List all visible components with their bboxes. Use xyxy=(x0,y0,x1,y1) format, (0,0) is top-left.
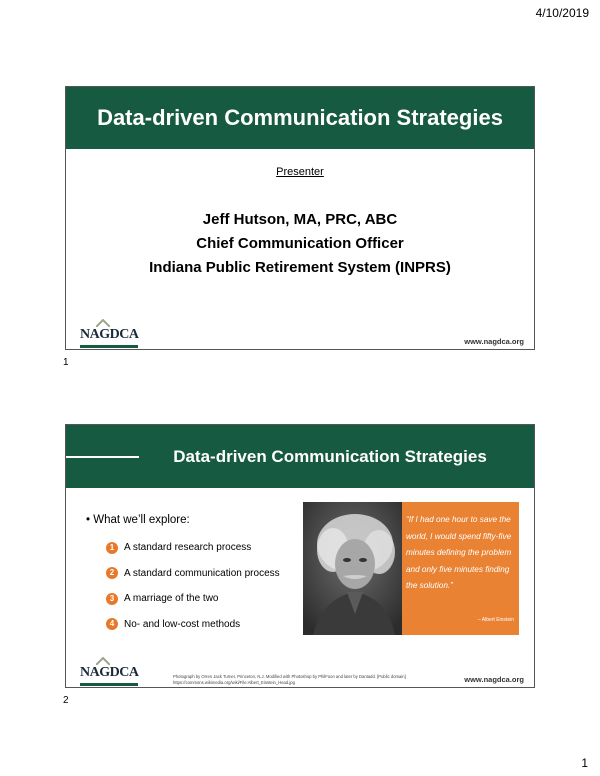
quote-author: – Albert Einstein xyxy=(477,617,514,623)
number-badge: 1 xyxy=(106,542,118,554)
photo-credit: Photograph by Orren Jack Turner, Princeton, N.J. Modified with Photoshop by PhilFoon and later by Dantadd. [Public domain] https://commons.wikimedia.org/wiki/File:Albert_Einstein_Head.jpg xyxy=(173,674,406,685)
logo-underline xyxy=(80,683,138,686)
list-item-text: A standard research process xyxy=(124,542,252,554)
quote-text: “If I had one hour to save the world, I would spend fifty-five minutes defining the problem and only five minutes finding the solution.” xyxy=(406,515,512,591)
explore-heading: • What we’ll explore: xyxy=(86,514,190,526)
portrait-image xyxy=(303,502,402,635)
presenter-label: Presenter xyxy=(276,166,324,178)
logo-text: NAGDCA xyxy=(80,327,139,342)
number-badge: 3 xyxy=(106,593,118,605)
list-item xyxy=(106,535,280,561)
logo-chevron-icon xyxy=(96,657,110,665)
slide-number: 1 xyxy=(63,357,69,368)
slide-title: Data-driven Communication Strategies xyxy=(66,87,534,149)
list-item xyxy=(106,586,280,612)
presenter-organization: Indiana Public Retirement System (INPRS) xyxy=(149,259,451,276)
presenter-info xyxy=(66,208,534,280)
nagdca-logo xyxy=(80,327,138,343)
list-item-text: A marriage of the two xyxy=(124,593,219,605)
logo-chevron-icon xyxy=(96,319,110,327)
presenter-title: Chief Communication Officer xyxy=(196,235,404,252)
website-url: www.nagdca.org xyxy=(464,337,524,346)
number-badge: 4 xyxy=(106,618,118,630)
page-date: 4/10/2019 xyxy=(535,6,589,20)
quote-box xyxy=(402,502,519,635)
list-item xyxy=(106,612,280,638)
title-rule xyxy=(66,456,139,458)
nagdca-logo xyxy=(80,665,138,681)
slide-number: 2 xyxy=(63,695,69,706)
einstein-photo xyxy=(303,502,402,635)
page-number: 1 xyxy=(581,756,588,770)
logo-text: NAGDCA xyxy=(80,665,139,680)
logo-underline xyxy=(80,345,138,348)
website-url: www.nagdca.org xyxy=(464,675,524,684)
list-item-text: No- and low-cost methods xyxy=(124,618,241,630)
list-item xyxy=(106,561,280,587)
explore-list xyxy=(106,535,280,637)
presenter-name: Jeff Hutson, MA, PRC, ABC xyxy=(202,211,398,228)
slide-title-bar xyxy=(66,425,534,488)
slide-2 xyxy=(65,424,535,688)
number-badge: 2 xyxy=(106,567,118,579)
list-item-text: A standard communication process xyxy=(124,567,280,579)
slide-1 xyxy=(65,86,535,350)
slide-title: Data-driven Communication Strategies xyxy=(173,447,487,466)
